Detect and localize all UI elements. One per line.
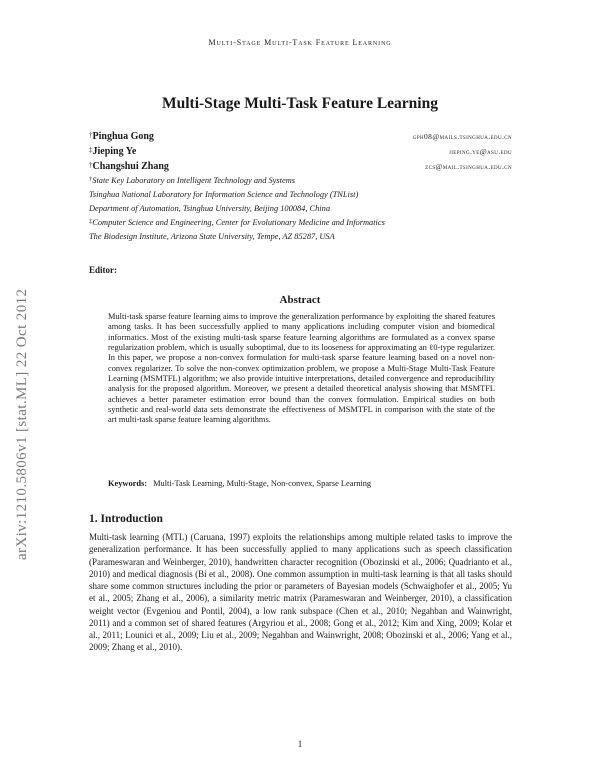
affiliation-text: The Biodesign Institute, Arizona State University, Tempe, AZ 85287, USA (89, 232, 335, 241)
keywords-label: Keywords: (108, 479, 148, 488)
keywords (108, 479, 495, 488)
affiliation-mark: † (89, 176, 93, 183)
abstract-text: Multi-task sparse feature learning aims to improve the generalization performance by exploiting the shared features among tasks. It has been successfully applied to many applications including computer vision and biomedical informatics. Most of the existing multi-task sparse feature learning algorithms are formulated as a convex sparse regularization problem, which is usually suboptimal, due to its looseness for approximating an ℓ0-type regularizer. In this paper, we propose a non-convex formulation for multi-task sparse feature learning based on a novel non-convex regularizer. To solve the non-convex optimization problem, we propose a Multi-Stage Multi-Task Feature Learning (MSMTFL) algorithm; we also provide intuitive interpretations, detailed convergence and reproducibility analysis for the proposed algorithm. Moreover, we present a detailed theoretical analysis showing that MSMTFL achieves a better parameter estimation error bound than the convex formulation. Empirical studies on both synthetic and real-world data sets demonstrate the effectiveness of MSMTFL in comparison with the state of the art multi-task sparse feature learning algorithms. (108, 312, 495, 425)
author-email: gph08@mails.tsinghua.edu.cn (412, 132, 512, 141)
affiliation-line (89, 190, 358, 199)
author-row (89, 161, 512, 173)
keywords-text: Multi-Task Learning, Multi-Stage, Non-convex, Sparse Learning (153, 479, 372, 488)
author-row (89, 131, 512, 143)
affiliation-text: Computer Science and Engineering, Center for Evolutionary Medicine and Informatics (92, 218, 385, 227)
paper-title: Multi-Stage Multi-Task Feature Learning (162, 95, 438, 112)
author-name: Jieping Ye (92, 146, 137, 157)
page-number: 1 (297, 739, 303, 749)
introduction-text: Multi-task learning (MTL) (Caruana, 1997) exploits the relationships among multiple related tasks to improve the generalization performance. It has been successfully applied to many applications such as speech classification (Parameswaran and Weinberger, 2010), handwritten character recognition (Obozinski et al., 2006; Quadrianto et al., 2010) and medical diagnosis (Bi et al., 2008). One common assumption in multi-task learning is that all tasks should share some common structures including the prior or parameters of Bayesian models (Schwaighofer et al., 2005; Yu et al., 2005; Zhang et al., 2006), a similarity metric matrix (Parameswaran and Weinberger, 2010), a classification weight vector (Evgeniou and Pontil, 2004), a low rank subspace (Chen et al., 2010; Negahban and Wainwright, 2011) and a common set of shared features (Argyriou et al., 2008; Gong et al., 2012; Kim and Xing, 2009; Kolar et al., 2011; Lounici et al., 2009; Liu et al., 2009; Negahban and Wainwright, 2008; Obozinski et al., 2006; Yang et al., 2009; Zhang et al., 2010). (89, 532, 512, 653)
affiliation-line (89, 176, 295, 185)
author-email: jieping.ye@asu.edu (448, 147, 512, 156)
arxiv-stamp: arXiv:1210.5806v1 [stat.ML] 22 Oct 2012 (14, 288, 30, 560)
affiliation-text: Department of Automation, Tsinghua University, Beijing 100084, China (89, 204, 331, 213)
affiliation-line (89, 204, 330, 213)
author-mark: ‡ (89, 146, 93, 154)
author-mark: † (89, 131, 93, 139)
author-email: zcs@mail.tsinghua.edu.cn (425, 162, 512, 171)
author-row (89, 146, 512, 158)
editor-label: Editor: (89, 265, 117, 275)
author-name: Pinghua Gong (92, 131, 154, 142)
running-head: Multi-Stage Multi-Task Feature Learning (208, 38, 392, 47)
affiliation-line (89, 232, 335, 241)
author-mark: † (89, 161, 93, 169)
affiliation-text: Tsinghua National Laboratory for Information Science and Technology (TNList) (89, 190, 359, 199)
abstract-heading: Abstract (279, 294, 321, 306)
affiliation-text: State Key Laboratory on Intelligent Technology and Systems (92, 176, 296, 185)
section-heading: 1. Introduction (89, 513, 163, 525)
affiliation-line (89, 218, 385, 227)
author-name: Changshui Zhang (92, 161, 169, 172)
affiliation-mark: ‡ (89, 218, 93, 225)
